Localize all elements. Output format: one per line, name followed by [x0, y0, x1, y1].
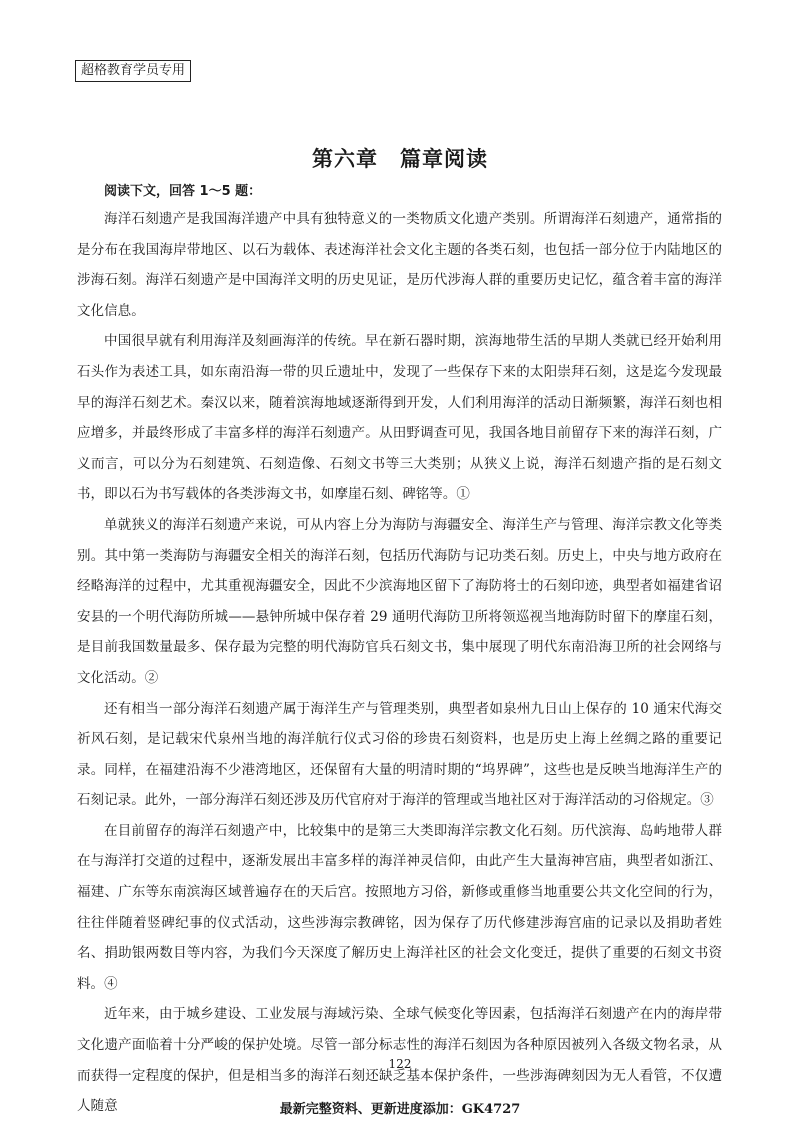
member-only-stamp: 超格教育学员专用: [75, 60, 191, 82]
paragraph-6: 近年来，由于城乡建设、工业发展与海域污染、全球气候变化等因素，包括海洋石刻遗产在内的海岸带文化遗产面临着十分严峻的保护处境。尽管一部分标志性的海洋石刻因为各种原因被列入各级文物名录，从而获得一定程度的保护，但是相当多的海洋石刻还缺乏基本保护条件，一些涉海碑刻因为无人看管，不仅遭人随意: [77, 1006, 722, 1115]
chapter-title: 第六章 篇章阅读: [312, 146, 488, 172]
paragraph-2: 中国很早就有利用海洋及刻画海洋的传统。早在新石器时期，滨海地带生活的早期人类就已经开始利用石头作为表述工具，如东南沿海一带的贝丘遗址中，发现了一些保存下来的太阳崇拜石刻，这是迄今发现最早的海洋石刻艺术。秦汉以来，随着滨海地域逐渐得到开发，人们利用海洋的活动日渐频繁，海洋石刻也相应增多，并最终形成了丰富多样的海洋石刻遗产。从田野调查可见，我国各地目前留存下来的海洋石刻，广义而言，可以分为石刻建筑、石刻造像、石刻文书等三大类别；从狭义上说，海洋石刻遗产指的是石刻文书，即以石为书写载体的各类涉海文书，如摩崖石刻、碑铭等。①: [77, 333, 722, 503]
paragraph-4: 还有相当一部分海洋石刻遗产属于海洋生产与管理类别，典型者如泉州九日山上保存的 10 通宋代海交祈风石刻，是记载宋代泉州当地的海洋航行仪式习俗的珍贵石刻资料，也是历史上海上丝绸之路的重要记录。同样，在福建沿海不少港湾地区，还保留有大量的明清时期的“坞界碑”，这些也是反映当地海洋生产的石刻记录。此外，一部分海洋石刻还涉及历代官府对于海洋的管理或当地社区对于海洋活动的习俗规定。③: [77, 700, 722, 809]
paragraph-3: 单就狭义的海洋石刻遗产来说，可从内容上分为海防与海疆安全、海洋生产与管理、海洋宗教文化等类别。其中第一类海防与海疆安全相关的海洋石刻，包括历代海防与记功类石刻。历史上，中央与地方政府在经略海洋的过程中，尤其重视海疆安全，因此不少滨海地区留下了海防将士的石刻印迹，典型者如福建省诏安县的一个明代海防所城——悬钟所城中保存着 29 通明代海防卫所将领巡视当地海防时留下的摩崖石刻，是目前我国数量最多、保存最为完整的明代海防官兵石刻文书，集中展现了明代东南沿海卫所的社会网络与文化活动。②: [77, 516, 722, 686]
question-prompt: 阅读下文，回答 1～5 题：: [104, 184, 262, 199]
paragraph-5: 在目前留存的海洋石刻遗产中，比较集中的是第三大类即海洋宗教文化石刻。历代滨海、岛屿地带人群在与海洋打交道的过程中，逐渐发展出丰富多样的海洋神灵信仰，由此产生大量海神宫庙，典型者如浙江、福建、广东等东南滨海区域普遍存在的天后宫。按照地方习俗，新修或重修当地重要公共文化空间的行为，往往伴随着竖碑纪事的仪式活动，这些涉海宗教碑铭，因为保存了历代修建涉海宫庙的记录以及捐助者姓名、捐助银两数目等内容，为我们今天深度了解历史上海洋社区的社会文化变迁，提供了重要的石刻文书资料。④: [77, 822, 722, 992]
article-body: [77, 204, 722, 1122]
paragraph-1: 海洋石刻遗产是我国海洋遗产中具有独特意义的一类物质文化遗产类别。所谓海洋石刻遗产，通常指的是分布在我国海岸带地区、以石为载体、表述海洋社会文化主题的各类石刻，也包括一部分位于内陆地区的涉海石刻。海洋石刻遗产是中国海洋文明的历史见证，是历代涉海人群的重要历史记忆，蕴含着丰富的海洋文化信息。: [77, 211, 722, 319]
page-number: 122: [388, 1057, 412, 1071]
footer-contact-note: 最新完整资料、更新进度添加：GK4727: [279, 1102, 521, 1117]
